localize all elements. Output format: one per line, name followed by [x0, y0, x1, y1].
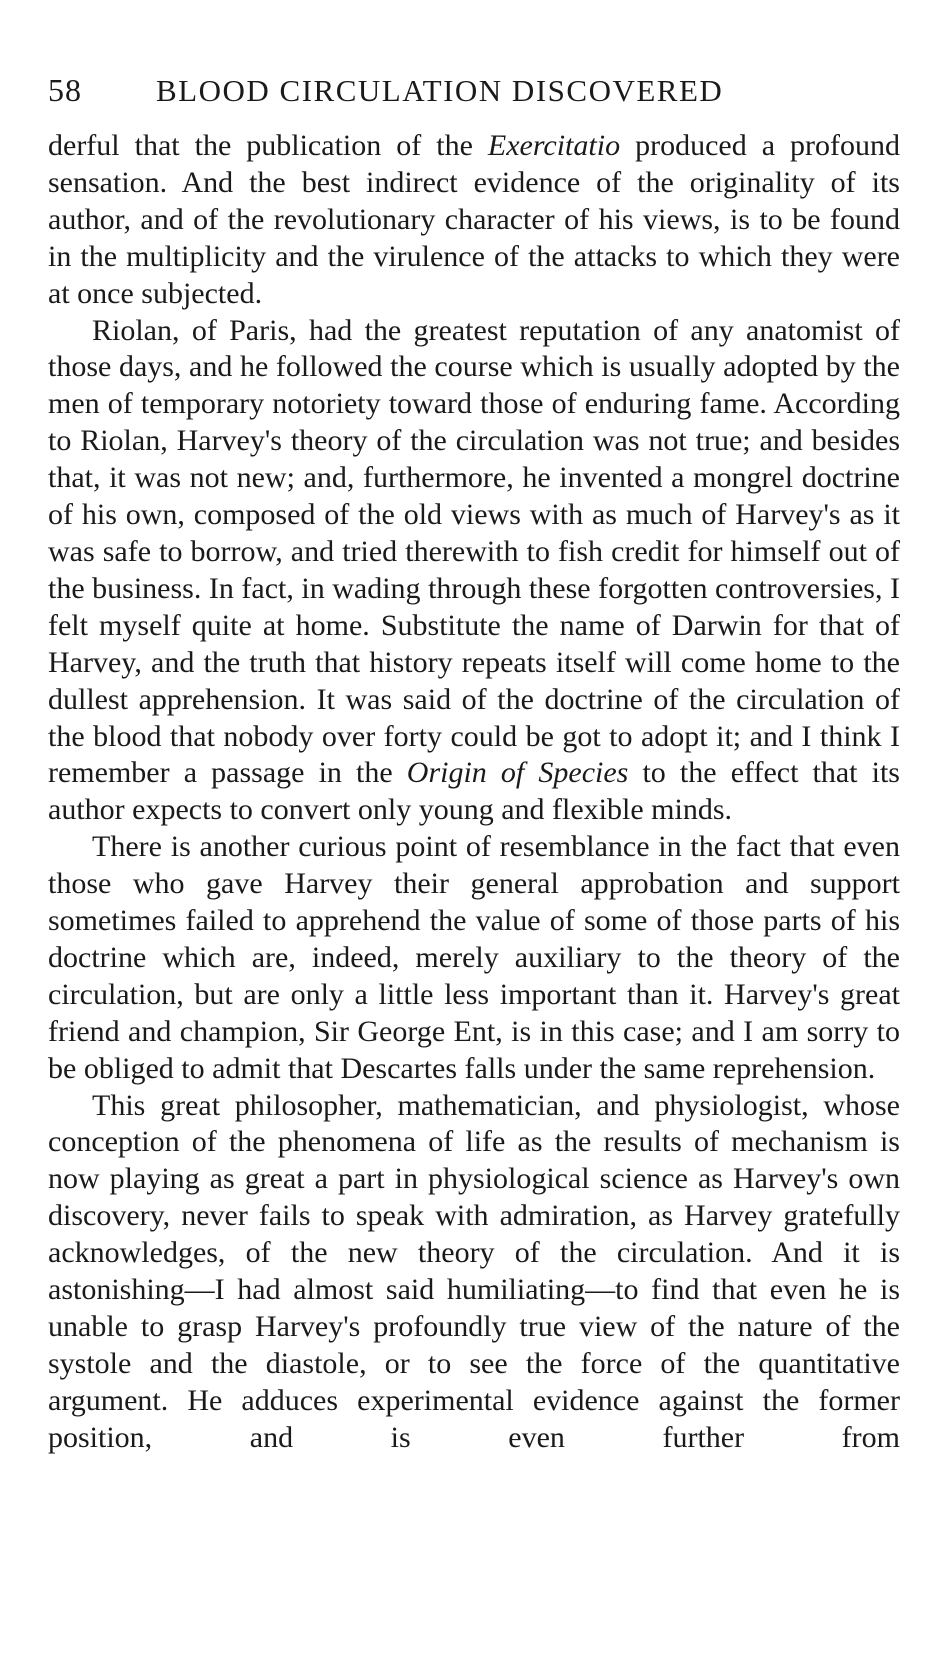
page-number: 58 — [48, 72, 82, 108]
running-header — [48, 72, 900, 122]
paragraph-1 — [48, 128, 900, 313]
paragraph-3-text: There is another curious point of resemblance in the fact that even those who gave Harvey their general approbation and support sometimes failed to apprehend the value of some of those parts of his doctrine which are, indeed, merely auxiliary to the theory of the circulation, but are only a little less important than it. Harvey's great friend and champion, Sir George Ent, is in this case; and I am sorry to be obliged to admit that Descartes falls under the same reprehension. — [48, 830, 900, 1085]
paragraph-3 — [48, 829, 900, 1087]
paragraph-1-text-a: derful that the publication of the — [48, 129, 488, 162]
running-title: BLOOD CIRCULATION DISCOVERED — [156, 73, 724, 108]
book-page — [48, 72, 900, 1457]
paragraph-4-text: This great philosopher, mathematician, and physiologist, whose conception of the phenomena of life as the results of mechanism is now playing as great a part in physiological science as Harvey's own discovery, never fails to speak with admiration, as Harvey gratefully acknowledges, of the new theory of the circulation. And it is astonishing—I had almost said humiliating—to find that even he is unable to grasp Harvey's profoundly true view of the nature of the systole and the diastole, or to see the force of the quantitative argument. He adduces experimental evidence against the former position, and is even further from — [48, 1088, 900, 1454]
paragraph-2-text-b: to the effect that its author expects to convert only young and flexible minds. — [48, 756, 900, 827]
italic-title-origin-of-species: Origin of Species — [406, 756, 629, 790]
italic-title-exercitatio: Exercitatio — [487, 129, 621, 162]
body-text — [48, 128, 900, 1457]
paragraph-1-text-b: produced a profound sensation. And the best indirect evidence of the originality of its author, and of the revolutionary character of his views, is to be found in the multiplicity and the virulence of the attacks to which they were at once subjected. — [48, 129, 900, 310]
paragraph-2 — [48, 313, 900, 830]
paragraph-4 — [48, 1088, 900, 1457]
paragraph-2-text-a: Riolan, of Paris, had the greatest reputation of any anatomist of those days, and he followed the course which is usually adopted by the men of temporary notoriety toward those of enduring fame. According to Riolan, Harvey's theory of the circulation was not true; and besides that, it was not new; and, furthermore, he invented a mongrel doctrine of his own, composed of the old views with as much of Harvey's as it was safe to borrow, and tried therewith to fish credit for himself out of the business. In fact, in wading through these forgotten controversies, I felt myself quite at home. Substitute the name of Darwin for that of Harvey, and the truth that history repeats itself will come home to the dullest apprehension. It was said of the doctrine of the circulation of the blood that nobody over forty could be got to adopt it; and I think I remember a passage in the — [48, 313, 900, 790]
